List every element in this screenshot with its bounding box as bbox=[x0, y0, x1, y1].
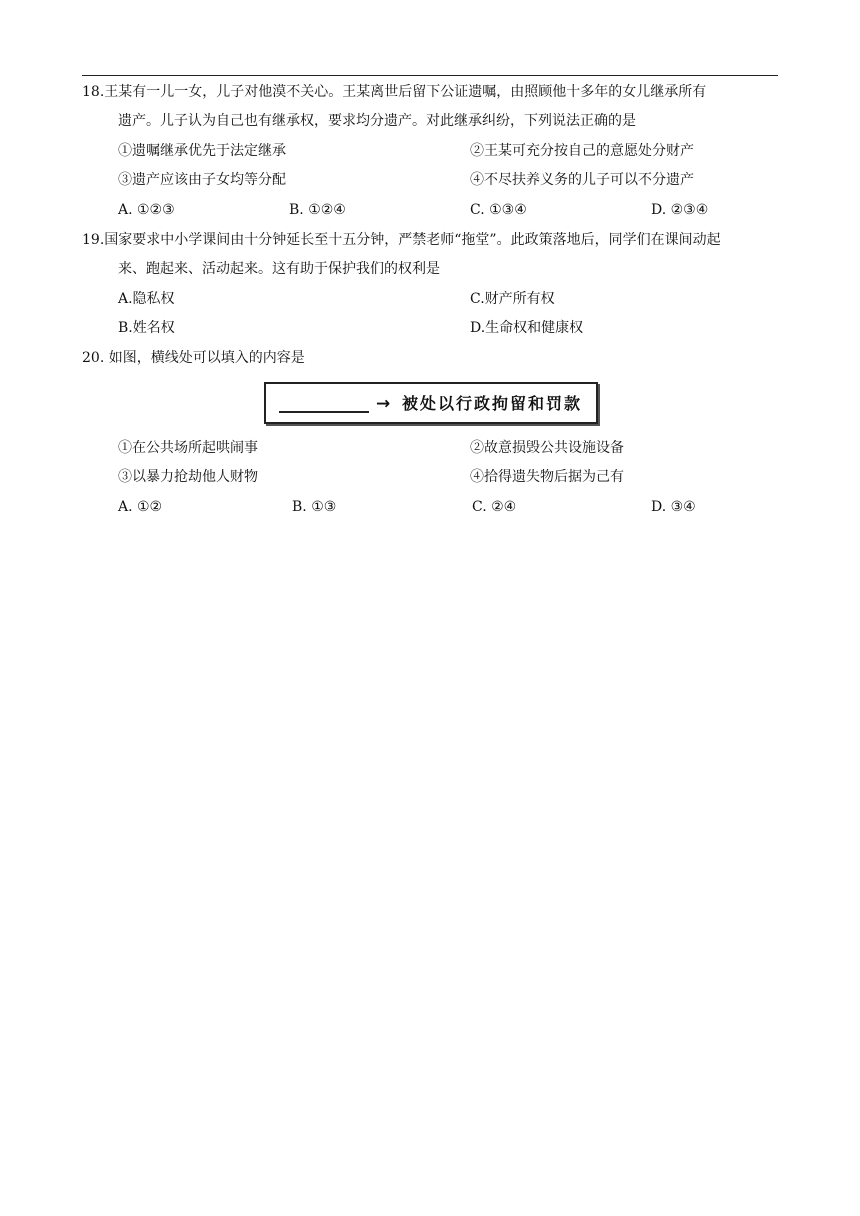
question-18-statement-4: ④不尽扶养义务的儿子可以不分遗产 bbox=[470, 172, 694, 188]
question-19-stem-line-1: 19.国家要求中小学课间由十分钟延长至十五分钟，严禁老师“拖堂”。此政策落地后，同学们在课间动起 bbox=[82, 232, 721, 248]
question-20-choice-a: A. ①② bbox=[118, 499, 163, 515]
question-18-statement-1: ①遗嘱继承优先于法定继承 bbox=[118, 143, 286, 159]
question-20-stem: 20. 如图，横线处可以填入的内容是 bbox=[82, 350, 305, 366]
figure-result-text: 被处以行政拘留和罚款 bbox=[402, 394, 583, 413]
question-20-statement-3: ③以暴力抢劫他人财物 bbox=[118, 469, 258, 485]
question-18-stem-line-1: 18.王某有一儿一女，儿子对他漠不关心。王某离世后留下公证遗嘱，由照顾他十多年的女儿继承所有 bbox=[82, 84, 707, 100]
question-20-figure bbox=[264, 382, 598, 424]
arrow-icon: → bbox=[376, 394, 391, 414]
question-20-choice-c: C. ②④ bbox=[472, 499, 517, 515]
question-20-statement-2: ②故意损毁公共设施设备 bbox=[470, 440, 624, 456]
question-18-choice-a: A. ①②③ bbox=[118, 202, 175, 218]
question-19-choice-d: D.生命权和健康权 bbox=[470, 320, 584, 336]
question-18-choice-c: C. ①③④ bbox=[470, 202, 527, 218]
question-18-choice-b: B. ①②④ bbox=[289, 202, 346, 218]
fill-in-blank-line bbox=[279, 411, 369, 413]
question-19-choice-b: B.姓名权 bbox=[118, 320, 175, 336]
question-19-stem-line-2: 来、跑起来、活动起来。这有助于保护我们的权利是 bbox=[118, 261, 440, 277]
question-20-choice-d: D. ③④ bbox=[651, 499, 696, 515]
header-rule bbox=[82, 75, 778, 76]
question-18-stem-line-2: 遗产。儿子认为自己也有继承权，要求均分遗产。对此继承纠纷，下列说法正确的是 bbox=[118, 113, 636, 129]
question-19-choice-a: A.隐私权 bbox=[118, 291, 175, 307]
question-18-statement-3: ③遗产应该由子女均等分配 bbox=[118, 172, 286, 188]
question-18-statement-2: ②王某可充分按自己的意愿处分财产 bbox=[470, 143, 694, 159]
question-20-statement-4: ④拾得遗失物后据为己有 bbox=[470, 469, 624, 485]
question-20-statement-1: ①在公共场所起哄闹事 bbox=[118, 440, 258, 456]
question-18-choice-d: D. ②③④ bbox=[651, 202, 709, 218]
question-20-choice-b: B. ①③ bbox=[292, 499, 337, 515]
question-19-choice-c: C.财产所有权 bbox=[470, 291, 555, 307]
